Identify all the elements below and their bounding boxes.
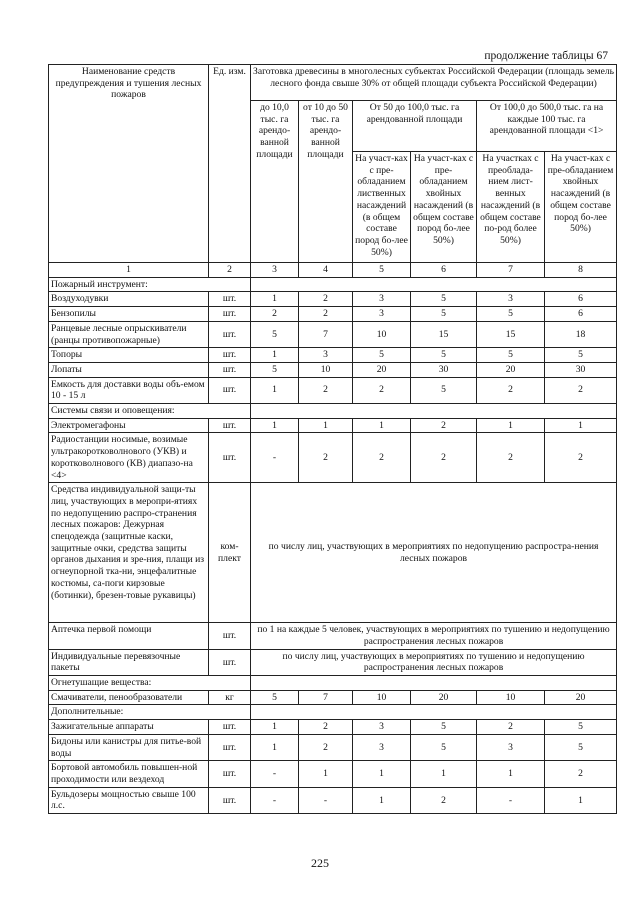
- header-col-8: На участ-ках с пре-обладанием хвойных насаждений (в общем составе пород бо-лее 50%): [545, 152, 617, 263]
- item-value: 2: [545, 433, 617, 483]
- item-name: Средства индивидуальной защи-ты лиц, участвующих в меропри-ятиях по недопущению распро-странения лесных пожаров: Дежурная спецодежда (защитные каски, защитные очки, средства защиты органов дыхания и зре-ния, плащи из огнеупорной тка-ни, энцефалитные костюмы, са-поги кирзовые (ботинки), брезен-товые рукавицы): [49, 483, 209, 623]
- item-value: 3: [477, 734, 545, 760]
- item-span-note: по 1 на каждые 5 человек, участвующих в мероприятиях по тушению и недопущению распространения лесных пожаров: [251, 623, 617, 649]
- table-row: [49, 404, 617, 419]
- header-col-5: На участ-ках с пре-обладанием лиственных насаждений (в общем составе пород бо-лее 50%): [353, 152, 411, 263]
- item-value: 1: [251, 292, 299, 307]
- item-value: 1: [477, 418, 545, 433]
- item-value: 5: [411, 377, 477, 403]
- item-value: 5: [353, 348, 411, 363]
- item-value: 2: [299, 377, 353, 403]
- item-value: 1: [545, 787, 617, 813]
- item-value: 30: [411, 362, 477, 377]
- item-value: 1: [545, 418, 617, 433]
- item-value: 6: [545, 292, 617, 307]
- item-span-note: по числу лиц, участвующих в мероприятиях по недопущению распростра-нения лесных пожаров: [251, 483, 617, 623]
- item-value: 6: [545, 307, 617, 322]
- item-name: Электромегафоны: [49, 418, 209, 433]
- item-value: -: [299, 787, 353, 813]
- item-name: Воздуходувки: [49, 292, 209, 307]
- item-unit: шт.: [209, 377, 251, 403]
- header-name: Наименование средств предупреждения и тушения лесных пожаров: [49, 65, 209, 263]
- table-row: [49, 676, 617, 691]
- item-value: 15: [411, 321, 477, 347]
- item-value: 1: [353, 418, 411, 433]
- column-number: 1: [49, 263, 209, 278]
- header-unit: Ед. изм.: [209, 65, 251, 263]
- column-number: 8: [545, 263, 617, 278]
- item-name: Бидоны или канистры для питье-вой воды: [49, 734, 209, 760]
- item-value: 1: [299, 761, 353, 787]
- section-title: Огнетушащие вещества:: [49, 676, 251, 691]
- table-row: [49, 321, 617, 347]
- item-name: Смачиватели, пенообразователи: [49, 690, 209, 705]
- table-row: [49, 418, 617, 433]
- table-row: [49, 362, 617, 377]
- item-unit: шт.: [209, 433, 251, 483]
- item-value: 1: [353, 761, 411, 787]
- item-value: 2: [299, 307, 353, 322]
- item-value: 5: [251, 690, 299, 705]
- item-value: 2: [477, 720, 545, 735]
- item-unit: шт.: [209, 623, 251, 649]
- item-value: -: [477, 787, 545, 813]
- item-value: 2: [411, 433, 477, 483]
- item-value: 2: [299, 734, 353, 760]
- header-group-50-100: От 50 до 100,0 тыс. га арендованной площади: [353, 101, 477, 152]
- item-unit: шт.: [209, 761, 251, 787]
- item-value: 5: [251, 362, 299, 377]
- item-value: 2: [299, 433, 353, 483]
- item-value: 5: [411, 734, 477, 760]
- item-value: 2: [545, 761, 617, 787]
- empty-cell: [251, 705, 617, 720]
- item-value: 20: [353, 362, 411, 377]
- item-name: Радиостанции носимые, возимые ультракоротковолнового (УКВ) и коротковолнового (КВ) диапазо-на <4>: [49, 433, 209, 483]
- table-row: [49, 292, 617, 307]
- table-row: [49, 649, 617, 675]
- item-value: 2: [477, 377, 545, 403]
- item-value: 5: [411, 720, 477, 735]
- item-value: 1: [299, 418, 353, 433]
- column-number: 3: [251, 263, 299, 278]
- item-value: 2: [545, 377, 617, 403]
- header-col-6: На участ-ках с пре-обладанием хвойных насаждений (в общем составе пород бо-лее 50%): [411, 152, 477, 263]
- item-unit: шт.: [209, 362, 251, 377]
- item-value: 5: [411, 348, 477, 363]
- item-value: 2: [299, 292, 353, 307]
- item-unit: кг: [209, 690, 251, 705]
- item-value: 3: [477, 292, 545, 307]
- item-unit: шт.: [209, 734, 251, 760]
- item-unit: шт.: [209, 321, 251, 347]
- item-value: 1: [251, 377, 299, 403]
- item-value: 20: [545, 690, 617, 705]
- table-row: [49, 377, 617, 403]
- item-unit: шт.: [209, 307, 251, 322]
- item-name: Бортовой автомобиль повышен-ной проходимости или вездеход: [49, 761, 209, 787]
- item-value: 1: [251, 734, 299, 760]
- item-name: Топоры: [49, 348, 209, 363]
- item-unit: шт.: [209, 348, 251, 363]
- item-value: 10: [353, 321, 411, 347]
- item-name: Лопаты: [49, 362, 209, 377]
- table-row: [49, 734, 617, 760]
- item-value: 3: [353, 307, 411, 322]
- item-unit: шт.: [209, 787, 251, 813]
- header-col-4: от 10 до 50 тыс. га арендо-ванной площади: [299, 101, 353, 263]
- column-number-row: [49, 263, 617, 278]
- table-row: [49, 348, 617, 363]
- item-name: Бульдозеры мощностью свыше 100 л.с.: [49, 787, 209, 813]
- item-value: 5: [545, 734, 617, 760]
- item-unit: ком-плект: [209, 483, 251, 623]
- item-unit: шт.: [209, 649, 251, 675]
- item-value: 5: [477, 348, 545, 363]
- item-unit: шт.: [209, 292, 251, 307]
- item-value: 3: [353, 720, 411, 735]
- item-value: -: [251, 433, 299, 483]
- item-value: 20: [477, 362, 545, 377]
- column-number: 6: [411, 263, 477, 278]
- table-row: [49, 761, 617, 787]
- table-row: [49, 307, 617, 322]
- section-title: Системы связи и оповещения:: [49, 404, 251, 419]
- table-row: [49, 433, 617, 483]
- column-number: 4: [299, 263, 353, 278]
- item-value: 18: [545, 321, 617, 347]
- item-name: Емкость для доставки воды объ-емом 10 - 15 л: [49, 377, 209, 403]
- item-value: 2: [353, 377, 411, 403]
- item-value: 30: [545, 362, 617, 377]
- item-value: 2: [353, 433, 411, 483]
- item-value: 1: [477, 761, 545, 787]
- table-row: [49, 705, 617, 720]
- item-value: 5: [545, 348, 617, 363]
- item-value: 1: [411, 761, 477, 787]
- column-number: 5: [353, 263, 411, 278]
- item-value: 10: [353, 690, 411, 705]
- item-value: 7: [299, 690, 353, 705]
- item-span-note: по числу лиц, участвующих в мероприятиях по тушению и недопущению распространения лесных пожаров: [251, 649, 617, 675]
- item-name: Индивидуальные перевязочные пакеты: [49, 649, 209, 675]
- item-value: 1: [251, 418, 299, 433]
- empty-cell: [251, 277, 617, 292]
- item-unit: шт.: [209, 720, 251, 735]
- column-number: 7: [477, 263, 545, 278]
- header-col-3: до 10,0 тыс. га арендо-ванной площади: [251, 101, 299, 263]
- item-value: 3: [353, 292, 411, 307]
- item-name: Зажигательные аппараты: [49, 720, 209, 735]
- item-value: 2: [299, 720, 353, 735]
- table-row: [49, 277, 617, 292]
- item-value: 3: [353, 734, 411, 760]
- item-value: 2: [411, 418, 477, 433]
- item-name: Бензопилы: [49, 307, 209, 322]
- item-value: 2: [251, 307, 299, 322]
- table-row: [49, 623, 617, 649]
- section-title: Пожарный инструмент:: [49, 277, 251, 292]
- item-value: -: [251, 787, 299, 813]
- item-value: 5: [477, 307, 545, 322]
- item-unit: шт.: [209, 418, 251, 433]
- item-value: 1: [251, 348, 299, 363]
- item-value: 2: [477, 433, 545, 483]
- item-name: Ранцевые лесные опрыскиватели (ранцы противопожарные): [49, 321, 209, 347]
- header-group-100-500: От 100,0 до 500,0 тыс. га на каждые 100 тыс. га арендованной площади <1>: [477, 101, 617, 152]
- item-value: 1: [353, 787, 411, 813]
- column-number: 2: [209, 263, 251, 278]
- item-value: 5: [411, 292, 477, 307]
- item-value: 1: [251, 720, 299, 735]
- item-value: 3: [299, 348, 353, 363]
- table-row: [49, 787, 617, 813]
- empty-cell: [251, 676, 617, 691]
- item-name: Аптечка первой помощи: [49, 623, 209, 649]
- fire-equipment-table: [48, 64, 617, 814]
- table-row: [49, 690, 617, 705]
- item-value: 10: [477, 690, 545, 705]
- section-title: Дополнительные:: [49, 705, 251, 720]
- item-value: 15: [477, 321, 545, 347]
- item-value: 5: [251, 321, 299, 347]
- item-value: 10: [299, 362, 353, 377]
- empty-cell: [251, 404, 617, 419]
- header-col-7: На участках с преоблада-нием лист-венных насаждений (в общем составе по-род более 50%): [477, 152, 545, 263]
- item-value: 2: [411, 787, 477, 813]
- table-row: [49, 720, 617, 735]
- item-value: 7: [299, 321, 353, 347]
- page-number: 225: [311, 856, 329, 870]
- item-value: -: [251, 761, 299, 787]
- header-group-title: Заготовка древесины в многолесных субъектах Российской Федерации (площадь земель лесного фонда свыше 30% от общей площади субъекта Российской Федерации): [251, 65, 617, 101]
- table-row: [49, 483, 617, 623]
- item-value: 5: [411, 307, 477, 322]
- continuation-label: продолжение таблицы 67: [484, 50, 608, 62]
- item-value: 5: [545, 720, 617, 735]
- item-value: 20: [411, 690, 477, 705]
